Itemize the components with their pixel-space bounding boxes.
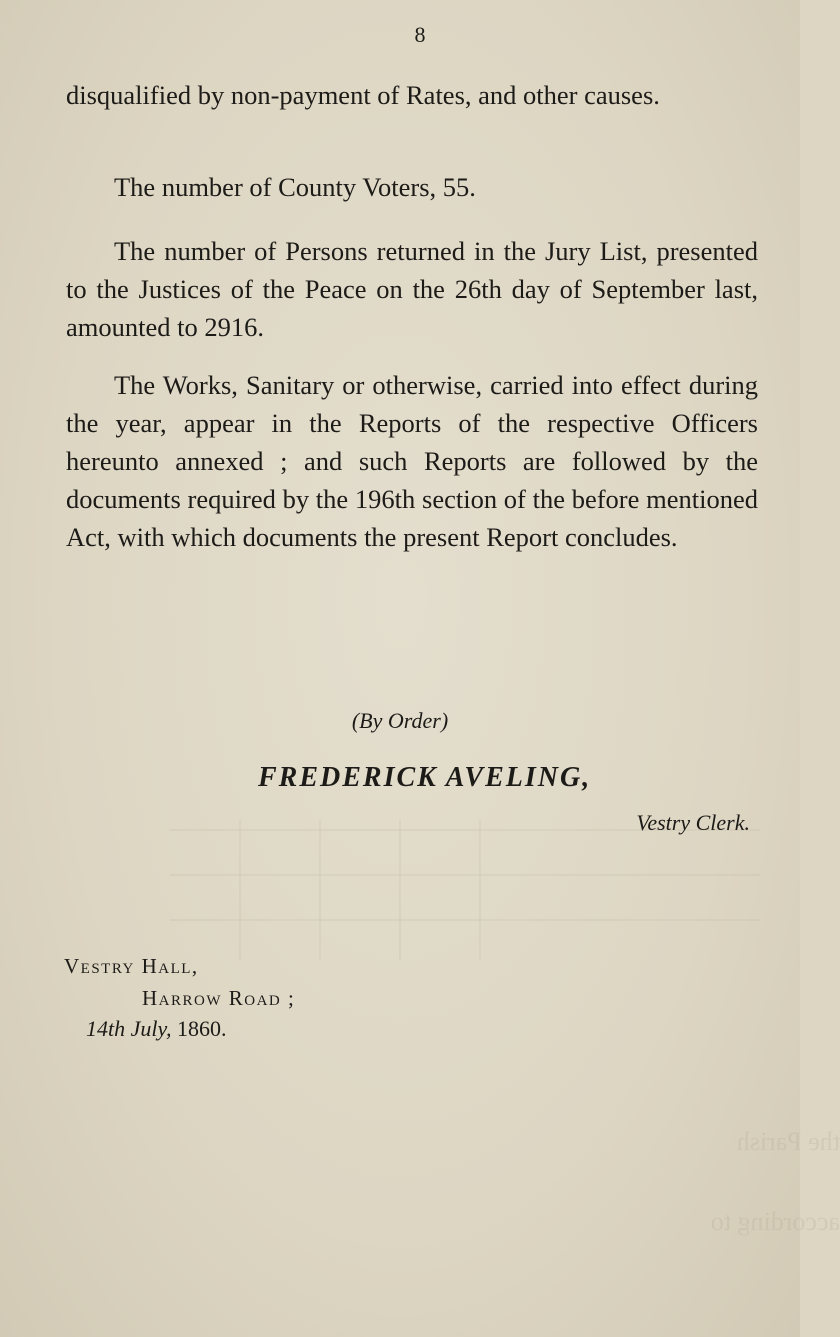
paragraph-county-voters: The number of County Voters, 55. (114, 172, 476, 202)
address-date-day: 14th July, (86, 1016, 172, 1041)
page-number: 8 (414, 22, 426, 47)
svg-text:according to: according to (710, 1207, 840, 1236)
address-date-year: 1860. (171, 1016, 227, 1041)
signatory-title: Vestry Clerk. (636, 810, 750, 835)
paragraph-jury-list: The number of Persons returned in the Jury List, presented to the Justices of the Peace on the 26th day of September last, amounted to 2916. (66, 236, 758, 342)
paragraph-works: The Works, Sanitary or otherwise, carried into effect during the year, appear in the Reports of the respective Officers hereunto annexed ; and such Reports are followed by the documents required by the 196th section of the before mentioned Act, with which documents the present Report concludes. (66, 370, 758, 552)
signatory-name: FREDERICK AVELING, (258, 762, 592, 793)
by-order-line: (By Order) (351, 708, 449, 733)
address-line-2: Harrow Road ; (142, 986, 296, 1010)
address-line-1: Vestry Hall, (64, 954, 199, 978)
svg-text:the Parish: the Parish (736, 1127, 840, 1156)
address-date (86, 1016, 227, 1042)
paragraph-continuation: disqualified by non-payment of Rates, and other causes. (66, 80, 660, 110)
